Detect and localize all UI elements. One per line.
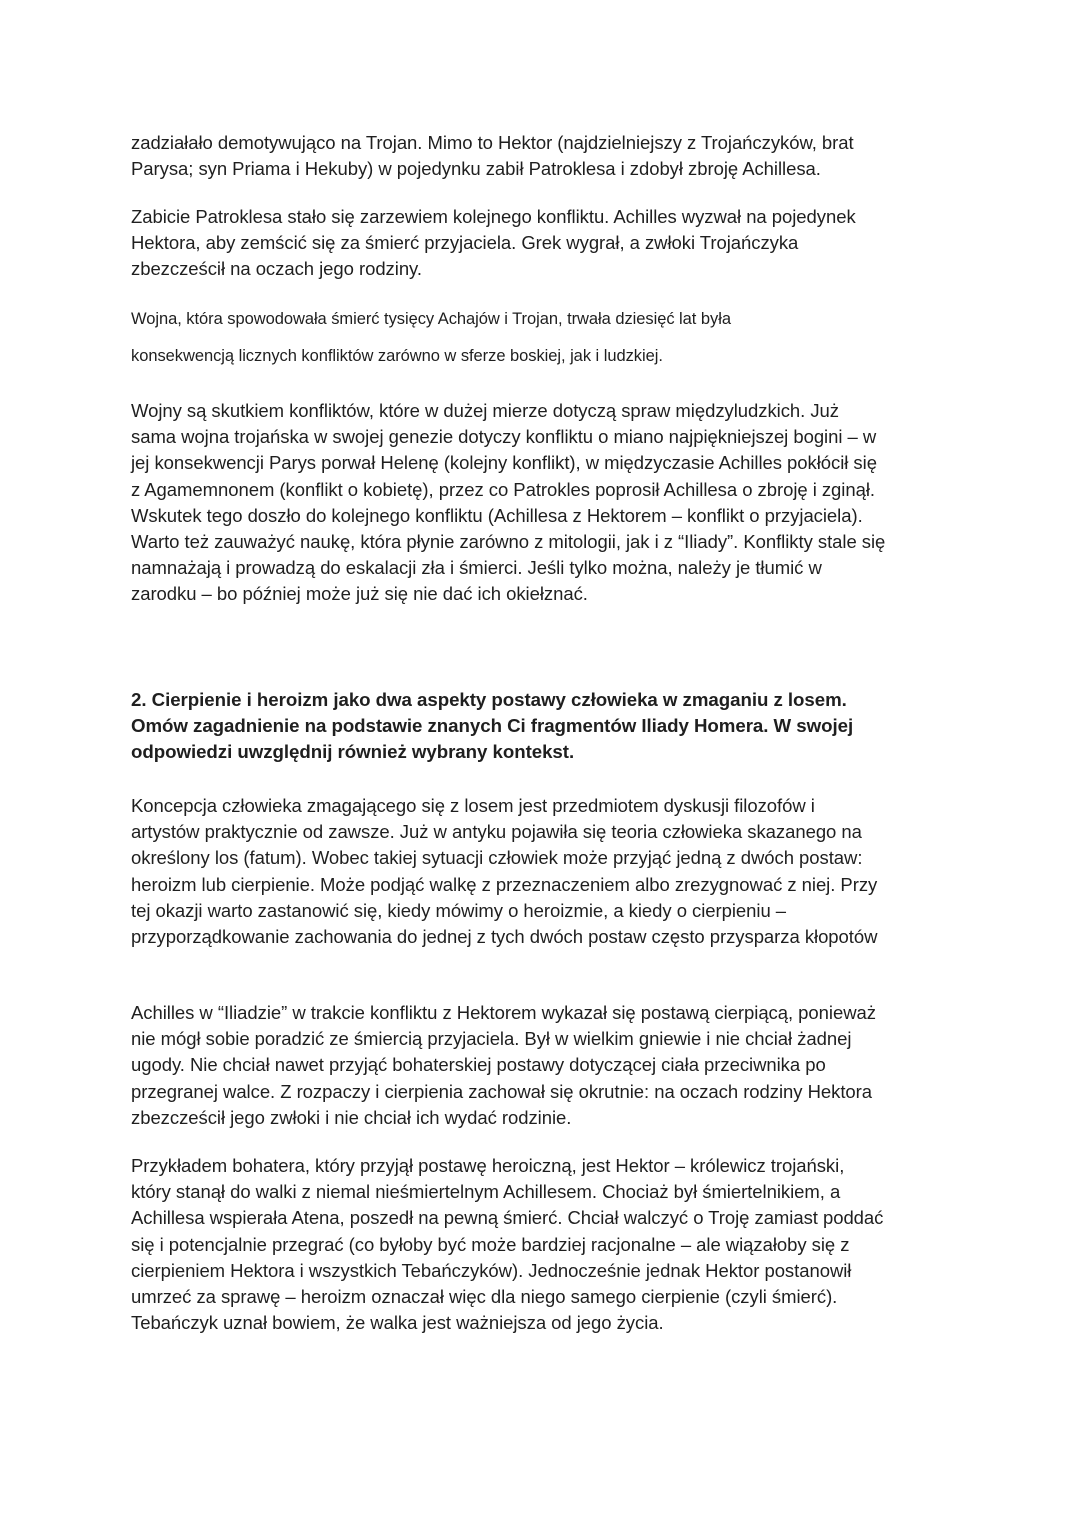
text-line: zarodku – bo później może już się nie dać ich okiełznać.	[131, 583, 588, 605]
text-line: z Agamemnonem (konflikt o kobietę), przez co Patrokles poprosił Achillesa o zbroję i zginął.	[131, 478, 875, 500]
text-line: heroizm lub cierpienie. Może podjąć walkę z przeznaczeniem albo zrezygnować z niej. Przy	[131, 873, 878, 895]
text-line: Przykładem bohatera, który przyjął postawę heroiczną, jest Hektor – królewicz trojański,	[131, 1155, 845, 1176]
text-line: przyporządkowanie zachowania do jednej z tych dwóch postaw często przysparza kłopotów	[131, 926, 878, 948]
text-line: Warto też zauważyć naukę, która płynie zarówno z mitologii, jak i z “Iliady”. Konflikty stale się	[131, 531, 886, 553]
heading-line: Omów zagadnienie na podstawie znanych Ci fragmentów Iliady Homera. W swojej	[131, 715, 854, 737]
text-line: Zabicie Patroklesa stało się zarzewiem kolejnego konfliktu. Achilles wyzwał na pojedynek	[131, 206, 856, 227]
text-line: Achillesa wspierała Atena, poszedł na pewną śmierć. Chciał walczyć o Troję zamiast poddać	[131, 1207, 884, 1229]
paragraph-fate-concept	[131, 793, 877, 950]
text-line: sama wojna trojańska w swojej genezie dotyczy konfliktu o miano najpiękniejszej bogini – w	[131, 426, 877, 448]
text-line: Tebańczyk uznał bowiem, że walka jest ważniejsza od jego życia.	[131, 1312, 664, 1334]
text-line: konsekwencją licznych konfliktów zarówno w sferze boskiej, jak i ludzkiej.	[131, 347, 663, 365]
text-line: tej okazji warto zastanowić się, kiedy mówimy o heroizmie, a kiedy o cierpieniu –	[131, 899, 787, 921]
text-line: zbezcześcił jego zwłoki i nie chciał ich wydać rodzinie.	[131, 1106, 572, 1128]
text-line: namnażają i prowadzą do eskalacji zła i śmierci. Jeśli tylko można, należy je tłumić w	[131, 557, 822, 579]
text-line: określony los (fatum). Wobec takiej sytuacji człowiek może przyjąć jedną z dwóch postaw:	[131, 847, 863, 869]
section-heading-question-2	[131, 687, 853, 766]
text-line: Wojna, która spowodowała śmierć tysięcy Achajów i Trojan, trwała dziesięć lat była	[131, 310, 731, 328]
paragraph-achilles-suffering	[131, 1000, 876, 1131]
text-line: artystów praktycznie od zawsze. Już w antyku pojawiła się teoria człowieka skazanego na	[131, 821, 862, 843]
paragraph-war-summary	[131, 301, 731, 375]
heading-line: 2. Cierpienie i heroizm jako dwa aspekty postawy człowieka w zmaganiu z losem.	[131, 689, 847, 710]
heading-line: odpowiedzi uwzględnij również wybrany kontekst.	[131, 741, 575, 763]
text-line: Koncepcja człowieka zmagającego się z losem jest przedmiotem dyskusji filozofów i	[131, 795, 815, 816]
text-line: który stanął do walki z niemal nieśmiertelnym Achillesem. Chociaż był śmiertelnikiem, a	[131, 1181, 841, 1203]
text-line: umrzeć za sprawę – heroizm oznaczał więc dla niego samego cierpienie (czyli śmierć).	[131, 1286, 838, 1308]
text-line: przegranej walce. Z rozpaczy i cierpienia zachował się okrutnie: na oczach rodziny Hektora	[131, 1080, 872, 1102]
text-line: Parysa; syn Priama i Hekuby) w pojedynku zabił Patroklesa i zdobył zbroję Achillesa.	[131, 158, 821, 180]
text-line: zadziałało demotywująco na Trojan. Mimo to Hektor (najdzielniejszy z Trojańczyków, brat	[131, 132, 854, 153]
paragraph-wars-conflicts	[131, 398, 885, 608]
text-line: zbezcześcił na oczach jego rodziny.	[131, 258, 422, 280]
text-line: ugody. Nie chciał nawet przyjąć bohaterskiej postawy dotyczącej ciała przeciwnika po	[131, 1054, 826, 1076]
text-line: Hektora, aby zemścić się za śmierć przyjaciela. Grek wygrał, a zwłoki Trojańczyka	[131, 232, 799, 254]
text-line: Achilles w “Iliadzie” w trakcie konfliktu z Hektorem wykazał się postawą cierpiącą, ponieważ	[131, 1002, 876, 1023]
paragraph-patroclus-death	[131, 204, 856, 283]
text-line: Wskutek tego doszło do kolejnego konfliktu (Achillesa z Hektorem – konflikt o przyjaciela).	[131, 504, 863, 526]
text-line: jej konsekwencji Parys porwał Helenę (kolejny konflikt), w międzyczasie Achilles pokłócił się	[131, 452, 877, 474]
text-line: cierpieniem Hektora i wszystkich Tebańczyków). Jednocześnie jednak Hektor postanowił	[131, 1259, 852, 1281]
text-line: się i potencjalnie przegrać (co byłoby być może bardziej racjonalne – ale wiązałoby się z	[131, 1233, 850, 1255]
paragraph-trojan-hector	[131, 130, 854, 182]
text-line: nie mógł sobie poradzić ze śmiercią przyjaciela. Był w wielkim gniewie i nie chciał żadnej	[131, 1028, 852, 1050]
text-line: Wojny są skutkiem konfliktów, które w dużej mierze dotyczą spraw międzyludzkich. Już	[131, 400, 839, 421]
paragraph-hector-heroism	[131, 1153, 883, 1336]
